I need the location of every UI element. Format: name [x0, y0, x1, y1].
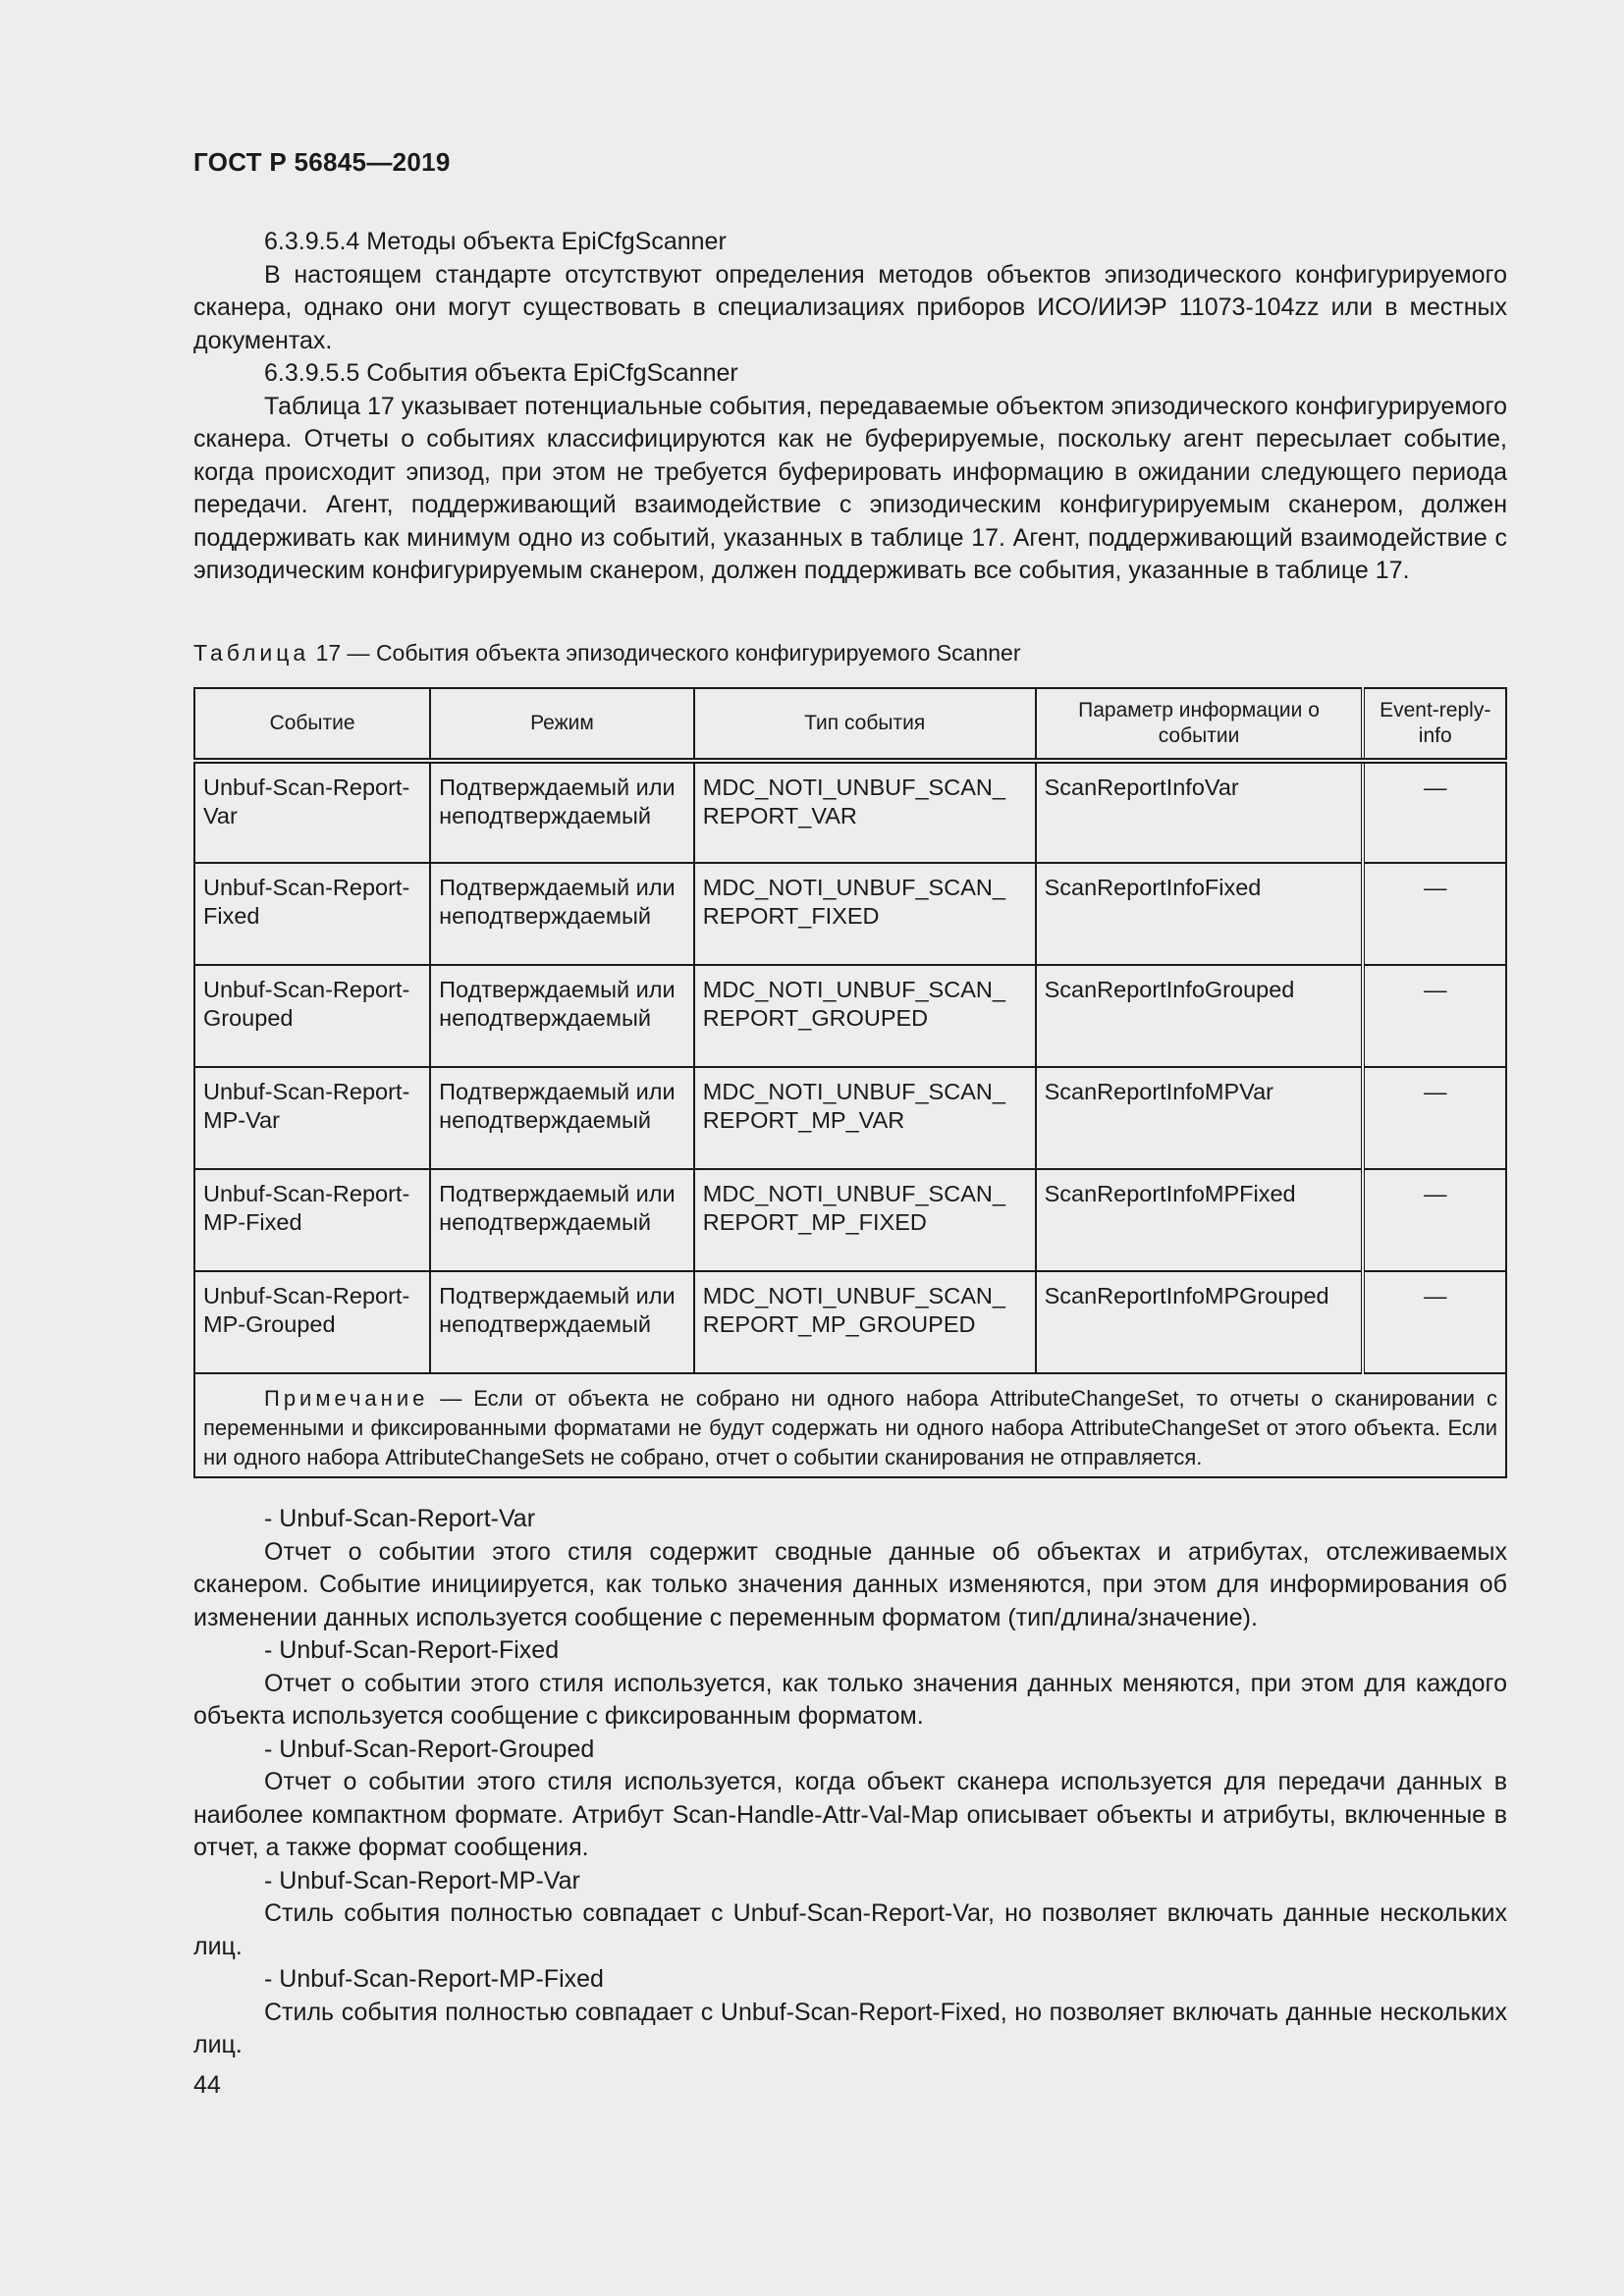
events-table	[193, 687, 1507, 1478]
table-note	[194, 1373, 1506, 1477]
table-note-row	[194, 1373, 1506, 1477]
header-type: Тип события	[694, 688, 1036, 761]
table-row	[194, 1271, 1506, 1373]
cell-event: Unbuf-Scan-Report-MP-Fixed	[194, 1169, 430, 1271]
note-label: Примечание	[264, 1386, 429, 1411]
table-row	[194, 863, 1506, 965]
cell-event: Unbuf-Scan-Report-MP-Var	[194, 1067, 430, 1169]
cell-event: Unbuf-Scan-Report-Var	[194, 761, 430, 863]
cell-reply: —	[1363, 863, 1506, 965]
cell-mode: Подтверждаемый или неподтверждаемый	[430, 965, 694, 1067]
cell-param: ScanReportInfoMPVar	[1036, 1067, 1364, 1169]
cell-reply: —	[1363, 1067, 1506, 1169]
description-title: - Unbuf-Scan-Report-Var	[264, 1505, 536, 1532]
description-title: - Unbuf-Scan-Report-MP-Fixed	[264, 1965, 604, 1993]
cell-type: MDC_NOTI_UNBUF_SCAN_ REPORT_MP_FIXED	[694, 1169, 1036, 1271]
table-caption-label: Таблица	[193, 640, 310, 666]
table-row	[194, 1169, 1506, 1271]
cell-type: MDC_NOTI_UNBUF_SCAN_ REPORT_MP_GROUPED	[694, 1271, 1036, 1373]
cell-reply: —	[1363, 1271, 1506, 1373]
header-reply: Event-reply-info	[1363, 688, 1506, 761]
table-row	[194, 965, 1506, 1067]
note-text: — Если от объекта не собрано ни одного набора AttributeChangeSet, то отчеты о сканировании с переменными и фиксированными форматами не будут содержать ни одного набора AttributeChangeSet от этого объекта. Если ни одного набора AttributeChangeSets не собрано, отчет о событии сканирования не отправляется.	[203, 1386, 1497, 1469]
methods-heading: 6.3.9.5.4 Методы объекта EpiCfgScanner	[264, 228, 727, 255]
cell-reply: —	[1363, 761, 1506, 863]
header-mode: Режим	[430, 688, 694, 761]
description-text: Стиль события полностью совпадает с Unbuf-Scan-Report-Var, но позволяет включать данные нескольких лиц.	[193, 1899, 1507, 1960]
table-header-row	[194, 688, 1506, 761]
cell-type: MDC_NOTI_UNBUF_SCAN_ REPORT_GROUPED	[694, 965, 1036, 1067]
cell-mode: Подтверждаемый или неподтверждаемый	[430, 1271, 694, 1373]
methods-paragraph: В настоящем стандарте отсутствуют определения методов объектов эпизодического конфигурируемого сканера, однако они могут существовать в специализациях приборов ИСО/ИИЭР 11073-104zz или в местных документах.	[193, 260, 1507, 354]
header-event: Событие	[194, 688, 430, 761]
cell-mode: Подтверждаемый или неподтверждаемый	[430, 1169, 694, 1271]
description-title: - Unbuf-Scan-Report-Grouped	[264, 1735, 595, 1763]
cell-param: ScanReportInfoMPFixed	[1036, 1169, 1364, 1271]
cell-param: ScanReportInfoGrouped	[1036, 965, 1364, 1067]
description-title: - Unbuf-Scan-Report-Fixed	[264, 1636, 560, 1664]
cell-mode: Подтверждаемый или неподтверждаемый	[430, 761, 694, 863]
cell-param: ScanReportInfoFixed	[1036, 863, 1364, 965]
cell-reply: —	[1363, 965, 1506, 1067]
descriptions-section	[193, 1503, 1507, 2062]
events-paragraph: Таблица 17 указывает потенциальные события, передаваемые объектом эпизодического конфигурируемого сканера. Отчеты о событиях классифицируются как не буферируемые, поскольку агент пересылает событие, когда происходит эпизод, при этом не требуется буферировать информацию в ожидании следующего периода передачи. Агент, поддерживающий взаимодействие с эпизодическим конфигурируемым сканером, должен поддерживать как минимум одно из событий, указанных в таблице 17. Агент, поддерживающий взаимодействие с эпизодическим конфигурируемым сканером, должен поддерживать все события, указанные в таблице 17.	[193, 392, 1507, 584]
page-number: 44	[193, 2071, 221, 2099]
cell-type: MDC_NOTI_UNBUF_SCAN_ REPORT_MP_VAR	[694, 1067, 1036, 1169]
cell-event: Unbuf-Scan-Report-Grouped	[194, 965, 430, 1067]
intro-section	[193, 226, 1507, 588]
header-param: Параметр информации о событии	[1036, 688, 1364, 761]
cell-mode: Подтверждаемый или неподтверждаемый	[430, 1067, 694, 1169]
document-header: ГОСТ Р 56845—2019	[193, 147, 451, 177]
cell-event: Unbuf-Scan-Report-Fixed	[194, 863, 430, 965]
cell-type: MDC_NOTI_UNBUF_SCAN_ REPORT_VAR	[694, 761, 1036, 863]
events-heading: 6.3.9.5.5 События объекта EpiCfgScanner	[264, 359, 738, 387]
cell-mode: Подтверждаемый или неподтверждаемый	[430, 863, 694, 965]
table-caption	[193, 640, 1021, 667]
table-caption-text: 17 — События объекта эпизодического конфигурируемого Scanner	[315, 640, 1021, 666]
cell-event: Unbuf-Scan-Report-MP-Grouped	[194, 1271, 430, 1373]
description-text: Отчет о событии этого стиля содержит сводные данные об объектах и атрибутах, отслеживаемых сканером. Событие инициируется, как только значения данных изменяются, при этом для информирования об изменении данных используется сообщение с переменным форматом (тип/длина/значение).	[193, 1537, 1507, 1631]
cell-type: MDC_NOTI_UNBUF_SCAN_ REPORT_FIXED	[694, 863, 1036, 965]
table-row	[194, 761, 1506, 863]
cell-param: ScanReportInfoVar	[1036, 761, 1364, 863]
description-text: Стиль события полностью совпадает с Unbuf-Scan-Report-Fixed, но позволяет включать данные нескольких лиц.	[193, 1998, 1507, 2058]
cell-param: ScanReportInfoMPGrouped	[1036, 1271, 1364, 1373]
table-row	[194, 1067, 1506, 1169]
description-title: - Unbuf-Scan-Report-MP-Var	[264, 1866, 580, 1895]
cell-reply: —	[1363, 1169, 1506, 1271]
description-text: Отчет о событии этого стиля используется, как только значения данных меняются, при этом для каждого объекта используется сообщение с фиксированным форматом.	[193, 1669, 1507, 1730]
description-text: Отчет о событии этого стиля используется, когда объект сканера используется для передачи данных в наиболее компактном формате. Атрибут Scan-Handle-Attr-Val-Map описывает объекты и атрибуты, включенные в отчет, а также формат сообщения.	[193, 1768, 1507, 1861]
